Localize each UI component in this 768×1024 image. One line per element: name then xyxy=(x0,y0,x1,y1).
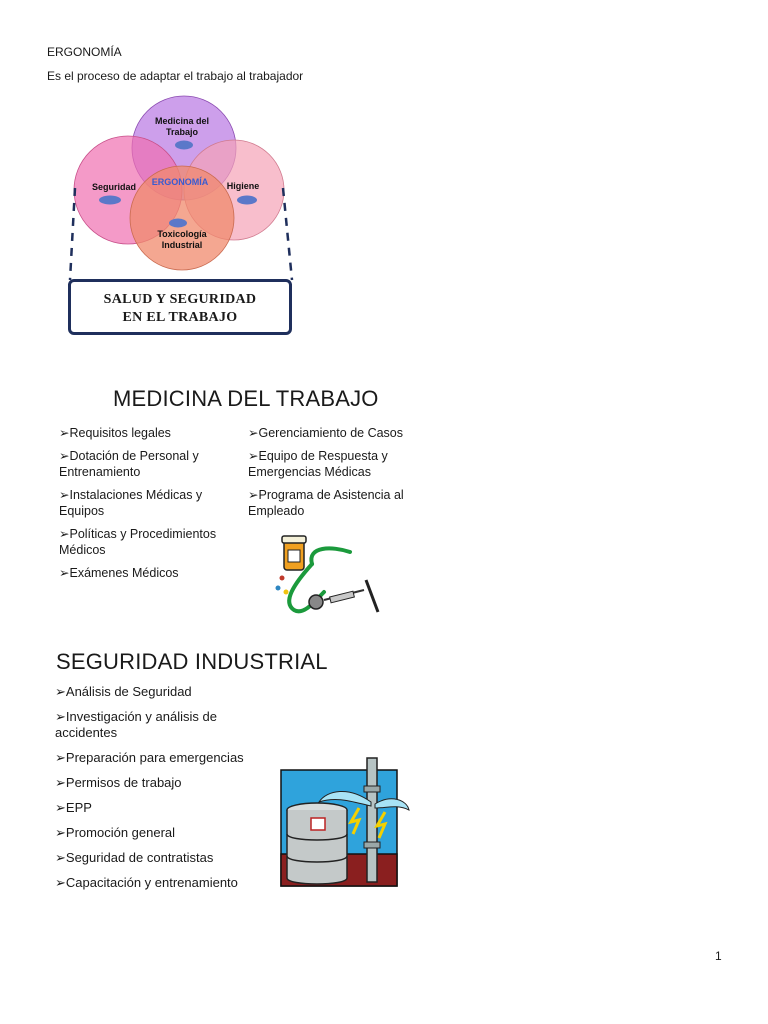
list-item-text: Permisos de trabajo xyxy=(65,775,182,790)
list-item xyxy=(59,526,216,542)
list-item xyxy=(55,825,175,841)
list-item xyxy=(248,448,388,464)
dashed-connectors xyxy=(60,180,310,290)
hazard-barrel-clipart-icon xyxy=(279,756,411,888)
list-item xyxy=(55,875,238,891)
list-item xyxy=(59,425,171,441)
list-item-text: Requisitos legales xyxy=(69,426,171,440)
list-item-text: Seguridad de contratistas xyxy=(65,850,214,865)
list-item-text: Investigación y análisis de xyxy=(65,709,217,724)
list-item-continuation: Empleado xyxy=(248,504,305,518)
venn-label-bottom: Toxicología Industrial xyxy=(157,229,207,250)
list-item-text: Políticas y Procedimientos xyxy=(69,527,217,541)
list-item xyxy=(59,487,202,503)
venn-label-right: Higiene xyxy=(226,181,260,191)
list-item xyxy=(55,750,244,766)
venn-label-top: Medicina del Trabajo xyxy=(154,116,209,137)
document-title: ERGONOMÍA xyxy=(47,45,122,59)
list-item-text: Análisis de Seguridad xyxy=(65,684,192,699)
venn-label-center: ERGONOMÍA xyxy=(151,177,209,187)
venn-label-left: Seguridad xyxy=(91,182,136,192)
medical-clipart-icon xyxy=(272,534,384,618)
salud-seguridad-banner xyxy=(68,279,292,335)
list-item-text: Programa de Asistencia al xyxy=(258,488,404,502)
list-item xyxy=(55,684,192,700)
list-item-text: Capacitación y entrenamiento xyxy=(65,875,238,890)
banner-line-1: SALUD Y SEGURIDAD xyxy=(103,292,257,307)
page-number: 1 xyxy=(715,949,722,963)
list-item-text: Equipo de Respuesta y xyxy=(258,449,388,463)
list-item-text: Instalaciones Médicas y xyxy=(69,488,203,502)
list-item-text: EPP xyxy=(65,800,92,815)
list-item xyxy=(55,800,92,816)
list-item-text: Exámenes Médicos xyxy=(69,566,179,580)
list-item-continuation: Entrenamiento xyxy=(59,465,141,479)
list-item xyxy=(59,448,199,464)
list-item-text: Preparación para emergencias xyxy=(65,750,244,765)
list-item-continuation: Médicos xyxy=(59,543,106,557)
banner-line-2: EN EL TRABAJO xyxy=(122,310,238,325)
list-item-text: Dotación de Personal y xyxy=(69,449,199,463)
seguridad-title: SEGURIDAD INDUSTRIAL xyxy=(56,649,328,674)
list-item-continuation: accidentes xyxy=(55,725,118,740)
list-item-continuation: Equipos xyxy=(59,504,105,518)
list-item-continuation: Emergencias Médicas xyxy=(248,465,371,479)
list-item xyxy=(248,425,403,441)
list-item-text: Gerenciamiento de Casos xyxy=(258,426,404,440)
venn-dot-top xyxy=(175,141,193,150)
list-item xyxy=(248,487,404,503)
list-item xyxy=(55,709,217,725)
list-item-text: Promoción general xyxy=(65,825,176,840)
list-item xyxy=(55,850,213,866)
list-item xyxy=(55,775,182,791)
document-subtitle: Es el proceso de adaptar el trabajo al trabajador xyxy=(47,69,304,83)
list-item xyxy=(59,565,179,581)
medicina-title: MEDICINA DEL TRABAJO xyxy=(113,386,379,411)
